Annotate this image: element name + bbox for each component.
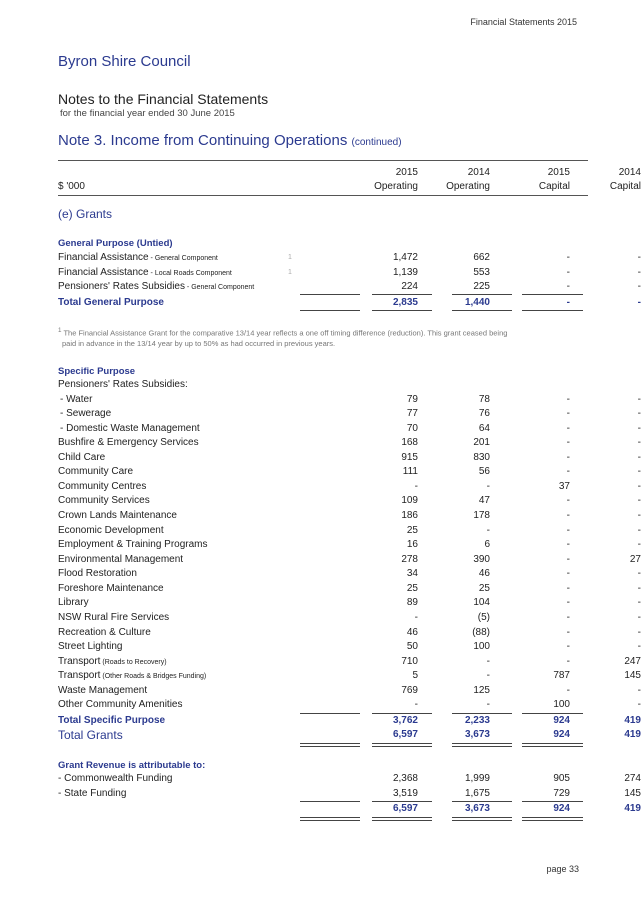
- cell-1: 2,368: [392, 773, 418, 784]
- cell-4: -: [637, 296, 641, 308]
- row-label: Bushfire & Emergency Services: [58, 437, 199, 449]
- row-label: Child Care: [58, 451, 106, 463]
- cell-4: -: [637, 582, 641, 594]
- col-type-1: Operating: [374, 181, 418, 192]
- row-label: Transport (Other Roads & Bridges Funding): [58, 670, 207, 682]
- cell-3: 924: [553, 803, 570, 814]
- footnote-line-2: paid in advance in the 13/14 year by up to 50% as had occurred in previous years.: [62, 338, 336, 348]
- footnote-ref: 1: [288, 268, 292, 276]
- section-title: (e) Grants: [58, 207, 113, 221]
- cell-1: 77: [406, 408, 418, 420]
- cell-3: 100: [553, 699, 570, 711]
- cell-1: -: [414, 699, 418, 711]
- row-label: Total General Purpose: [58, 296, 164, 308]
- cell-2: 2,233: [464, 715, 490, 727]
- cell-4: 419: [624, 729, 641, 741]
- cell-2: -: [486, 480, 490, 492]
- cell-2: 1,675: [464, 787, 490, 799]
- cell-1: 710: [401, 655, 418, 667]
- row-label: Employment & Training Programs: [58, 539, 208, 551]
- double-rule: [452, 817, 512, 821]
- cell-4: -: [637, 699, 641, 711]
- cell-3: -: [566, 466, 570, 478]
- cell-3: -: [566, 655, 570, 667]
- col-type-3: Capital: [538, 181, 570, 192]
- single-rule: [372, 310, 432, 311]
- cell-2: 6: [484, 539, 490, 551]
- specific-row: [58, 553, 641, 567]
- row-label: Environmental Management: [58, 553, 184, 565]
- cell-3: -: [566, 510, 570, 522]
- cell-4: -: [637, 422, 641, 434]
- organisation-name: Byron Shire Council: [58, 53, 191, 70]
- cell-2: 100: [473, 641, 490, 653]
- row-label: Flood Restoration: [58, 568, 137, 580]
- cell-1: 278: [401, 553, 418, 565]
- single-rule: [452, 310, 512, 311]
- cell-2: 225: [473, 281, 490, 292]
- cell-3: -: [566, 597, 570, 609]
- row-label: Total Specific Purpose: [58, 715, 166, 727]
- specific-row: [58, 436, 641, 450]
- cell-3: -: [566, 422, 570, 434]
- cell-1: 16: [406, 539, 418, 551]
- cell-3: -: [566, 281, 570, 292]
- cell-3: -: [566, 568, 570, 580]
- cell-4: -: [637, 437, 641, 449]
- row-label: Foreshore Maintenance: [58, 582, 164, 594]
- cell-1: 915: [401, 451, 418, 463]
- cell-4: -: [637, 466, 641, 478]
- specific-row: [58, 567, 641, 581]
- footnote-marker: 1: [58, 327, 62, 334]
- cell-3: -: [566, 266, 570, 278]
- attributable-row: [58, 787, 641, 801]
- cell-1: -: [414, 480, 418, 492]
- cell-2: 390: [473, 553, 490, 565]
- specific-row: [58, 582, 641, 596]
- cell-1: 25: [406, 582, 418, 594]
- single-rule: [522, 310, 583, 311]
- cell-1: 2,835: [392, 296, 418, 308]
- attributable-heading: Grant Revenue is attributable to:: [58, 760, 206, 771]
- cell-4: 419: [624, 715, 641, 727]
- cell-2: 1,999: [464, 773, 490, 784]
- cell-1: 769: [401, 684, 418, 696]
- cell-1: 1,472: [392, 252, 418, 263]
- cell-4: -: [637, 510, 641, 522]
- cell-3: 729: [553, 787, 570, 799]
- cell-1: 6,597: [392, 803, 418, 814]
- specific-row: [58, 451, 641, 465]
- cell-3: -: [566, 252, 570, 263]
- note-title: [58, 132, 402, 149]
- row-label: Crown Lands Maintenance: [58, 510, 177, 522]
- specific-row: [58, 611, 641, 625]
- attributable-total-row: [58, 802, 641, 816]
- general-row: [58, 251, 641, 265]
- cell-4: 145: [624, 787, 641, 799]
- cell-3: -: [566, 553, 570, 565]
- pensioners-label: Pensioners' Rates Subsidies:: [58, 379, 188, 390]
- unit-label: $ '000: [58, 181, 85, 192]
- page-number: page 33: [546, 864, 579, 874]
- double-rule: [522, 817, 583, 821]
- cell-2: 25: [478, 582, 490, 594]
- cell-4: -: [637, 612, 641, 624]
- cell-4: -: [637, 266, 641, 278]
- specific-row: [58, 465, 641, 479]
- cell-4: -: [637, 539, 641, 551]
- specific-row: [58, 669, 641, 683]
- cell-1: 3,762: [392, 715, 418, 727]
- general-row: [58, 266, 641, 280]
- col-year-4: 2014: [618, 167, 641, 178]
- row-label: Financial Assistance - General Component: [58, 252, 218, 263]
- row-label: Street Lighting: [58, 641, 123, 653]
- notes-subtitle: for the financial year ended 30 June 2015: [60, 108, 235, 119]
- specific-row: [58, 538, 641, 552]
- cell-1: 186: [401, 510, 418, 522]
- cell-1: 3,519: [392, 787, 418, 799]
- cell-4: 419: [624, 803, 641, 814]
- attributable-row: [58, 772, 641, 786]
- col-year-2: 2014: [467, 167, 490, 178]
- total-grants-row: [58, 728, 641, 743]
- row-label: - Water: [60, 393, 93, 405]
- specific-row: [58, 640, 641, 654]
- specific-row: [58, 655, 641, 669]
- cell-2: 125: [473, 684, 490, 696]
- cell-2: 830: [473, 451, 490, 463]
- cell-2: 662: [473, 252, 490, 263]
- cell-1: 109: [401, 495, 418, 507]
- specific-row: [58, 480, 641, 494]
- cell-1: 25: [406, 524, 418, 536]
- row-label: - Commonwealth Funding: [58, 773, 173, 784]
- cell-1: 111: [402, 466, 418, 478]
- cell-3: 787: [553, 670, 570, 682]
- cell-4: 145: [624, 670, 641, 682]
- cell-3: -: [566, 437, 570, 449]
- cell-3: -: [566, 684, 570, 696]
- cell-4: -: [637, 495, 641, 507]
- cell-4: -: [637, 393, 641, 405]
- row-label: Community Centres: [58, 480, 147, 492]
- cell-1: 79: [406, 393, 418, 405]
- cell-3: 37: [558, 480, 570, 492]
- cell-2: 3,673: [464, 729, 490, 741]
- cell-1: -: [414, 612, 418, 624]
- cell-1: 6,597: [392, 729, 418, 741]
- cell-1: 89: [406, 597, 418, 609]
- cell-4: 27: [629, 553, 641, 565]
- row-label: - State Funding: [58, 787, 127, 799]
- row-label: Pensioners' Rates Subsidies - General Component: [58, 281, 255, 292]
- row-label: Recreation & Culture: [58, 626, 151, 638]
- row-label-detail: - General Component: [148, 255, 218, 262]
- col-type-4: Capital: [609, 181, 641, 192]
- cell-3: -: [566, 612, 570, 624]
- row-label: Total Grants: [58, 728, 123, 743]
- cell-1: 224: [401, 281, 418, 292]
- double-rule: [300, 817, 360, 821]
- cell-3: -: [566, 641, 570, 653]
- row-label: Library: [58, 597, 89, 609]
- specific-row: [58, 596, 641, 610]
- row-label: Community Care: [58, 466, 134, 478]
- double-rule: [372, 817, 432, 821]
- cell-2: -: [486, 655, 490, 667]
- cell-3: -: [566, 539, 570, 551]
- double-rule: [522, 743, 583, 747]
- single-rule: [300, 310, 360, 311]
- row-label: NSW Rural Fire Services: [58, 612, 170, 624]
- cell-2: 78: [478, 393, 490, 405]
- cell-3: 924: [553, 729, 570, 741]
- cell-4: -: [637, 252, 641, 263]
- specific-row: [58, 407, 641, 421]
- cell-2: 47: [478, 495, 490, 507]
- pensioners-subheading: [58, 378, 588, 392]
- cell-1: 50: [406, 641, 418, 653]
- specific-row: [58, 422, 641, 436]
- cell-3: 924: [553, 715, 570, 727]
- footnote-line-1: The Financial Assistance Grant for the comparative 13/14 year reflects a one off timing difference (reduction). This grant ceased being: [63, 328, 508, 338]
- cell-1: 5: [412, 670, 418, 682]
- row-label-detail: (Roads to Recovery): [100, 658, 167, 666]
- specific-row: [58, 698, 641, 712]
- general-total-row: [58, 296, 641, 310]
- double-rule: [452, 743, 512, 747]
- cell-2: 76: [478, 408, 490, 420]
- specific-total-row: [58, 714, 641, 728]
- cell-4: -: [637, 597, 641, 609]
- note-continued: (continued): [351, 137, 402, 148]
- cell-2: -: [486, 670, 490, 682]
- row-label: Economic Development: [58, 524, 164, 536]
- cell-2: (88): [472, 626, 490, 638]
- note-title-text: Note 3. Income from Continuing Operations: [58, 132, 348, 149]
- running-header: Financial Statements 2015: [470, 17, 577, 27]
- cell-2: -: [486, 524, 490, 536]
- cell-4: -: [637, 568, 641, 580]
- cell-4: -: [637, 281, 641, 292]
- row-label: - Sewerage: [60, 408, 112, 420]
- cell-3: -: [566, 495, 570, 507]
- cell-3: -: [566, 524, 570, 536]
- notes-title: Notes to the Financial Statements: [58, 91, 269, 107]
- cell-3: -: [566, 296, 570, 308]
- cell-2: (5): [477, 612, 490, 624]
- cell-3: -: [566, 582, 570, 594]
- header-rule-top: [58, 160, 588, 161]
- cell-4: -: [637, 626, 641, 638]
- col-type-2: Operating: [446, 181, 490, 192]
- general-purpose-heading: General Purpose (Untied): [58, 238, 173, 249]
- col-year-1: 2015: [395, 167, 418, 178]
- cell-3: -: [566, 626, 570, 638]
- specific-row: [58, 509, 641, 523]
- cell-1: 168: [401, 437, 418, 449]
- header-rule-bottom: [58, 195, 588, 196]
- col-year-3: 2015: [547, 167, 570, 178]
- row-label: Waste Management: [58, 684, 148, 696]
- general-row: [58, 280, 641, 294]
- row-label-detail: - General Component: [184, 284, 255, 291]
- cell-4: -: [637, 524, 641, 536]
- specific-row: [58, 393, 641, 407]
- cell-4: 274: [624, 773, 641, 784]
- cell-3: -: [566, 451, 570, 463]
- row-label: Transport (Roads to Recovery): [58, 655, 167, 667]
- cell-3: -: [566, 408, 570, 420]
- cell-2: 46: [478, 568, 490, 580]
- double-rule: [300, 743, 360, 747]
- cell-1: 46: [406, 626, 418, 638]
- cell-4: -: [637, 480, 641, 492]
- cell-4: -: [637, 451, 641, 463]
- row-label: Other Community Amenities: [58, 699, 183, 711]
- cell-4: -: [637, 641, 641, 653]
- cell-2: 56: [478, 466, 490, 478]
- row-label: Financial Assistance - Local Roads Component: [58, 266, 232, 278]
- specific-row: [58, 494, 641, 508]
- cell-4: -: [637, 684, 641, 696]
- cell-2: 178: [473, 510, 490, 522]
- cell-2: 104: [473, 597, 490, 609]
- cell-2: -: [486, 699, 490, 711]
- cell-1: 34: [406, 568, 418, 580]
- row-label-detail: - Local Roads Component: [148, 269, 232, 277]
- specific-row: [58, 684, 641, 698]
- cell-1: 1,139: [392, 266, 418, 278]
- cell-2: 3,673: [464, 803, 490, 814]
- cell-4: -: [637, 408, 641, 420]
- row-label: - Domestic Waste Management: [60, 422, 200, 434]
- footnote-ref: 1: [288, 254, 292, 261]
- double-rule: [372, 743, 432, 747]
- row-label: Community Services: [58, 495, 150, 507]
- cell-4: 247: [624, 655, 641, 667]
- specific-row: [58, 626, 641, 640]
- cell-1: 70: [406, 422, 418, 434]
- cell-2: 64: [478, 422, 490, 434]
- cell-3: -: [566, 393, 570, 405]
- specific-row: [58, 524, 641, 538]
- row-label-detail: (Other Roads & Bridges Funding): [100, 673, 207, 681]
- footnote: [58, 326, 586, 349]
- specific-purpose-heading: Specific Purpose: [58, 366, 136, 377]
- cell-2: 1,440: [464, 296, 490, 308]
- cell-2: 201: [473, 437, 490, 449]
- cell-2: 553: [473, 266, 490, 278]
- cell-3: 905: [553, 773, 570, 784]
